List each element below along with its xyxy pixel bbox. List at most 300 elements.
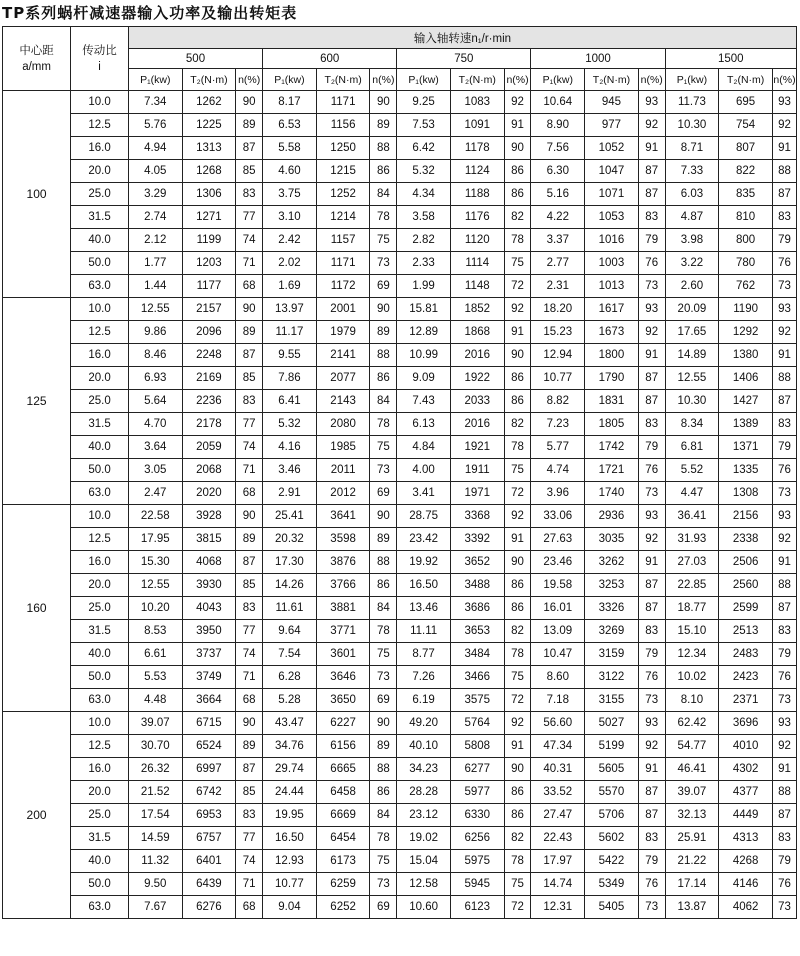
table-row bbox=[3, 712, 797, 735]
ratio-cell: 40.0 bbox=[71, 643, 129, 666]
p1-cell: 6.53 bbox=[263, 114, 317, 137]
eff-cell: 69 bbox=[370, 275, 397, 298]
eff-cell: 89 bbox=[236, 528, 263, 551]
col-n-header: n(%) bbox=[772, 69, 796, 91]
t2-cell: 1203 bbox=[182, 252, 236, 275]
p1-cell: 2.60 bbox=[665, 275, 719, 298]
p1-cell: 12.31 bbox=[531, 896, 585, 919]
p1-cell: 54.77 bbox=[665, 735, 719, 758]
t2-cell: 3598 bbox=[316, 528, 370, 551]
p1-cell: 31.93 bbox=[665, 528, 719, 551]
t2-cell: 1979 bbox=[316, 321, 370, 344]
t2-cell: 835 bbox=[719, 183, 773, 206]
p1-cell: 3.41 bbox=[397, 482, 451, 505]
t2-cell: 2001 bbox=[316, 298, 370, 321]
eff-cell: 86 bbox=[504, 183, 531, 206]
t2-cell: 1868 bbox=[450, 321, 504, 344]
p1-cell: 6.81 bbox=[665, 436, 719, 459]
ratio-cell: 50.0 bbox=[71, 459, 129, 482]
eff-cell: 90 bbox=[370, 712, 397, 735]
eff-cell: 84 bbox=[370, 183, 397, 206]
table-row bbox=[3, 781, 797, 804]
eff-cell: 90 bbox=[504, 344, 531, 367]
p1-cell: 6.93 bbox=[128, 367, 182, 390]
p1-cell: 7.18 bbox=[531, 689, 585, 712]
eff-cell: 87 bbox=[772, 183, 796, 206]
t2-cell: 3155 bbox=[585, 689, 639, 712]
p1-cell: 33.52 bbox=[531, 781, 585, 804]
eff-cell: 73 bbox=[370, 252, 397, 275]
eff-cell: 83 bbox=[772, 206, 796, 229]
t2-cell: 2059 bbox=[182, 436, 236, 459]
eff-cell: 68 bbox=[236, 689, 263, 712]
t2-cell: 6665 bbox=[316, 758, 370, 781]
p1-cell: 22.43 bbox=[531, 827, 585, 850]
p1-cell: 10.30 bbox=[665, 390, 719, 413]
table-row bbox=[3, 91, 797, 114]
t2-cell: 2513 bbox=[719, 620, 773, 643]
eff-cell: 76 bbox=[638, 666, 665, 689]
eff-cell: 69 bbox=[370, 896, 397, 919]
t2-cell: 2020 bbox=[182, 482, 236, 505]
t2-cell: 5027 bbox=[585, 712, 639, 735]
p1-cell: 14.59 bbox=[128, 827, 182, 850]
ratio-cell: 50.0 bbox=[71, 252, 129, 275]
p1-cell: 4.74 bbox=[531, 459, 585, 482]
table-row bbox=[3, 321, 797, 344]
p1-cell: 19.02 bbox=[397, 827, 451, 850]
p1-cell: 1.99 bbox=[397, 275, 451, 298]
ratio-cell: 50.0 bbox=[71, 666, 129, 689]
t2-cell: 4062 bbox=[719, 896, 773, 919]
eff-cell: 76 bbox=[638, 252, 665, 275]
t2-cell: 2599 bbox=[719, 597, 773, 620]
p1-cell: 18.77 bbox=[665, 597, 719, 620]
p1-cell: 27.03 bbox=[665, 551, 719, 574]
t2-cell: 4010 bbox=[719, 735, 773, 758]
eff-cell: 89 bbox=[236, 114, 263, 137]
p1-cell: 36.41 bbox=[665, 505, 719, 528]
p1-cell: 17.54 bbox=[128, 804, 182, 827]
table-row bbox=[3, 390, 797, 413]
ratio-cell: 31.5 bbox=[71, 206, 129, 229]
p1-cell: 8.46 bbox=[128, 344, 182, 367]
t2-cell: 762 bbox=[719, 275, 773, 298]
eff-cell: 91 bbox=[504, 114, 531, 137]
t2-cell: 3664 bbox=[182, 689, 236, 712]
eff-cell: 73 bbox=[370, 666, 397, 689]
p1-cell: 46.41 bbox=[665, 758, 719, 781]
p1-cell: 4.00 bbox=[397, 459, 451, 482]
ratio-cell: 40.0 bbox=[71, 436, 129, 459]
p1-cell: 8.53 bbox=[128, 620, 182, 643]
p1-cell: 14.26 bbox=[263, 574, 317, 597]
t2-cell: 1003 bbox=[585, 252, 639, 275]
p1-cell: 2.12 bbox=[128, 229, 182, 252]
eff-cell: 91 bbox=[504, 528, 531, 551]
t2-cell: 4268 bbox=[719, 850, 773, 873]
p1-cell: 28.28 bbox=[397, 781, 451, 804]
eff-cell: 79 bbox=[638, 436, 665, 459]
eff-cell: 82 bbox=[504, 206, 531, 229]
table-row bbox=[3, 597, 797, 620]
table-row bbox=[3, 735, 797, 758]
eff-cell: 75 bbox=[504, 666, 531, 689]
t2-cell: 6454 bbox=[316, 827, 370, 850]
p1-cell: 39.07 bbox=[128, 712, 182, 735]
t2-cell: 5199 bbox=[585, 735, 639, 758]
eff-cell: 83 bbox=[638, 620, 665, 643]
t2-cell: 6997 bbox=[182, 758, 236, 781]
eff-cell: 72 bbox=[504, 275, 531, 298]
t2-cell: 1156 bbox=[316, 114, 370, 137]
table-row bbox=[3, 367, 797, 390]
p1-cell: 8.60 bbox=[531, 666, 585, 689]
p1-cell: 23.42 bbox=[397, 528, 451, 551]
ratio-cell: 12.5 bbox=[71, 114, 129, 137]
speed-header: 750 bbox=[397, 49, 531, 69]
t2-cell: 807 bbox=[719, 137, 773, 160]
p1-cell: 27.63 bbox=[531, 528, 585, 551]
p1-cell: 7.26 bbox=[397, 666, 451, 689]
t2-cell: 810 bbox=[719, 206, 773, 229]
ratio-cell: 63.0 bbox=[71, 275, 129, 298]
eff-cell: 76 bbox=[772, 873, 796, 896]
eff-cell: 84 bbox=[370, 804, 397, 827]
p1-cell: 5.16 bbox=[531, 183, 585, 206]
col-n-header: n(%) bbox=[638, 69, 665, 91]
p1-cell: 12.34 bbox=[665, 643, 719, 666]
t2-cell: 1790 bbox=[585, 367, 639, 390]
t2-cell: 4043 bbox=[182, 597, 236, 620]
t2-cell: 3653 bbox=[450, 620, 504, 643]
t2-cell: 1047 bbox=[585, 160, 639, 183]
speed-header: 1500 bbox=[665, 49, 796, 69]
p1-cell: 8.90 bbox=[531, 114, 585, 137]
t2-cell: 2080 bbox=[316, 413, 370, 436]
p1-cell: 8.10 bbox=[665, 689, 719, 712]
p1-cell: 4.34 bbox=[397, 183, 451, 206]
p1-cell: 20.32 bbox=[263, 528, 317, 551]
table-row bbox=[3, 896, 797, 919]
t2-cell: 1831 bbox=[585, 390, 639, 413]
t2-cell: 1188 bbox=[450, 183, 504, 206]
eff-cell: 87 bbox=[638, 367, 665, 390]
ratio-cell: 50.0 bbox=[71, 873, 129, 896]
ratio-cell: 63.0 bbox=[71, 896, 129, 919]
t2-cell: 3262 bbox=[585, 551, 639, 574]
ratio-cell: 31.5 bbox=[71, 827, 129, 850]
t2-cell: 2560 bbox=[719, 574, 773, 597]
p1-cell: 2.47 bbox=[128, 482, 182, 505]
eff-cell: 87 bbox=[638, 781, 665, 804]
col-t2-header: T₂(N·m) bbox=[182, 69, 236, 91]
ratio-header bbox=[71, 27, 129, 91]
t2-cell: 2178 bbox=[182, 413, 236, 436]
t2-cell: 2141 bbox=[316, 344, 370, 367]
eff-cell: 79 bbox=[772, 229, 796, 252]
p1-cell: 15.10 bbox=[665, 620, 719, 643]
t2-cell: 3368 bbox=[450, 505, 504, 528]
table-row bbox=[3, 459, 797, 482]
p1-cell: 5.32 bbox=[263, 413, 317, 436]
p1-cell: 6.61 bbox=[128, 643, 182, 666]
p1-cell: 7.56 bbox=[531, 137, 585, 160]
eff-cell: 78 bbox=[370, 827, 397, 850]
eff-cell: 73 bbox=[772, 689, 796, 712]
eff-cell: 85 bbox=[236, 781, 263, 804]
t2-cell: 3646 bbox=[316, 666, 370, 689]
eff-cell: 76 bbox=[772, 459, 796, 482]
eff-cell: 89 bbox=[236, 321, 263, 344]
p1-cell: 16.50 bbox=[397, 574, 451, 597]
eff-cell: 83 bbox=[236, 597, 263, 620]
t2-cell: 1740 bbox=[585, 482, 639, 505]
t2-cell: 4377 bbox=[719, 781, 773, 804]
p1-cell: 9.25 bbox=[397, 91, 451, 114]
eff-cell: 69 bbox=[370, 689, 397, 712]
eff-cell: 75 bbox=[370, 643, 397, 666]
eff-cell: 86 bbox=[370, 367, 397, 390]
p1-cell: 33.06 bbox=[531, 505, 585, 528]
p1-cell: 10.60 bbox=[397, 896, 451, 919]
p1-cell: 3.10 bbox=[263, 206, 317, 229]
t2-cell: 1114 bbox=[450, 252, 504, 275]
eff-cell: 86 bbox=[504, 781, 531, 804]
eff-cell: 85 bbox=[236, 574, 263, 597]
t2-cell: 6123 bbox=[450, 896, 504, 919]
p1-cell: 17.95 bbox=[128, 528, 182, 551]
p1-cell: 11.17 bbox=[263, 321, 317, 344]
table-row bbox=[3, 505, 797, 528]
t2-cell: 1911 bbox=[450, 459, 504, 482]
t2-cell: 4068 bbox=[182, 551, 236, 574]
eff-cell: 88 bbox=[370, 758, 397, 781]
t2-cell: 1971 bbox=[450, 482, 504, 505]
ratio-cell: 10.0 bbox=[71, 298, 129, 321]
eff-cell: 78 bbox=[504, 436, 531, 459]
t2-cell: 5602 bbox=[585, 827, 639, 850]
p1-cell: 8.82 bbox=[531, 390, 585, 413]
p1-cell: 9.64 bbox=[263, 620, 317, 643]
eff-cell: 68 bbox=[236, 896, 263, 919]
eff-cell: 77 bbox=[236, 620, 263, 643]
p1-cell: 19.95 bbox=[263, 804, 317, 827]
eff-cell: 86 bbox=[504, 597, 531, 620]
eff-cell: 86 bbox=[504, 367, 531, 390]
eff-cell: 73 bbox=[772, 482, 796, 505]
ratio-cell: 16.0 bbox=[71, 551, 129, 574]
t2-cell: 1214 bbox=[316, 206, 370, 229]
table-row bbox=[3, 574, 797, 597]
t2-cell: 1406 bbox=[719, 367, 773, 390]
p1-cell: 4.60 bbox=[263, 160, 317, 183]
eff-cell: 93 bbox=[772, 712, 796, 735]
ratio-cell: 12.5 bbox=[71, 735, 129, 758]
p1-cell: 62.42 bbox=[665, 712, 719, 735]
t2-cell: 6173 bbox=[316, 850, 370, 873]
p1-cell: 12.89 bbox=[397, 321, 451, 344]
eff-cell: 78 bbox=[370, 620, 397, 643]
t2-cell: 1313 bbox=[182, 137, 236, 160]
eff-cell: 86 bbox=[370, 781, 397, 804]
eff-cell: 73 bbox=[772, 275, 796, 298]
t2-cell: 2157 bbox=[182, 298, 236, 321]
t2-cell: 6277 bbox=[450, 758, 504, 781]
t2-cell: 3771 bbox=[316, 620, 370, 643]
eff-cell: 88 bbox=[772, 781, 796, 804]
t2-cell: 945 bbox=[585, 91, 639, 114]
p1-cell: 8.71 bbox=[665, 137, 719, 160]
t2-cell: 1335 bbox=[719, 459, 773, 482]
t2-cell: 6259 bbox=[316, 873, 370, 896]
ratio-cell: 10.0 bbox=[71, 91, 129, 114]
table-row bbox=[3, 827, 797, 850]
p1-cell: 4.94 bbox=[128, 137, 182, 160]
p1-cell: 9.04 bbox=[263, 896, 317, 919]
eff-cell: 90 bbox=[370, 298, 397, 321]
t2-cell: 1800 bbox=[585, 344, 639, 367]
table-row bbox=[3, 551, 797, 574]
speed-header: 500 bbox=[128, 49, 262, 69]
p1-cell: 3.05 bbox=[128, 459, 182, 482]
t2-cell: 6524 bbox=[182, 735, 236, 758]
eff-cell: 93 bbox=[638, 712, 665, 735]
t2-cell: 1921 bbox=[450, 436, 504, 459]
eff-cell: 90 bbox=[236, 505, 263, 528]
t2-cell: 1176 bbox=[450, 206, 504, 229]
eff-cell: 71 bbox=[236, 873, 263, 896]
center-distance-cell: 200 bbox=[3, 712, 71, 919]
p1-cell: 3.46 bbox=[263, 459, 317, 482]
p1-cell: 5.32 bbox=[397, 160, 451, 183]
eff-cell: 72 bbox=[504, 482, 531, 505]
p1-cell: 7.33 bbox=[665, 160, 719, 183]
t2-cell: 5945 bbox=[450, 873, 504, 896]
t2-cell: 2033 bbox=[450, 390, 504, 413]
eff-cell: 86 bbox=[504, 160, 531, 183]
eff-cell: 88 bbox=[772, 160, 796, 183]
t2-cell: 3737 bbox=[182, 643, 236, 666]
t2-cell: 1308 bbox=[719, 482, 773, 505]
table-row bbox=[3, 482, 797, 505]
p1-cell: 8.17 bbox=[263, 91, 317, 114]
t2-cell: 1215 bbox=[316, 160, 370, 183]
t2-cell: 4449 bbox=[719, 804, 773, 827]
p1-cell: 56.60 bbox=[531, 712, 585, 735]
col-n-header: n(%) bbox=[504, 69, 531, 91]
eff-cell: 75 bbox=[504, 252, 531, 275]
eff-cell: 73 bbox=[638, 896, 665, 919]
p1-cell: 7.43 bbox=[397, 390, 451, 413]
eff-cell: 90 bbox=[504, 758, 531, 781]
t2-cell: 1172 bbox=[316, 275, 370, 298]
t2-cell: 3269 bbox=[585, 620, 639, 643]
eff-cell: 91 bbox=[772, 137, 796, 160]
eff-cell: 71 bbox=[236, 666, 263, 689]
eff-cell: 87 bbox=[638, 597, 665, 620]
eff-cell: 93 bbox=[772, 298, 796, 321]
ratio-symbol: i bbox=[98, 60, 101, 73]
p1-cell: 15.23 bbox=[531, 321, 585, 344]
eff-cell: 77 bbox=[236, 413, 263, 436]
t2-cell: 3641 bbox=[316, 505, 370, 528]
t2-cell: 1190 bbox=[719, 298, 773, 321]
eff-cell: 73 bbox=[370, 873, 397, 896]
p1-cell: 2.77 bbox=[531, 252, 585, 275]
t2-cell: 6227 bbox=[316, 712, 370, 735]
eff-cell: 71 bbox=[236, 252, 263, 275]
t2-cell: 2096 bbox=[182, 321, 236, 344]
t2-cell: 3601 bbox=[316, 643, 370, 666]
p1-cell: 10.99 bbox=[397, 344, 451, 367]
t2-cell: 5605 bbox=[585, 758, 639, 781]
t2-cell: 3326 bbox=[585, 597, 639, 620]
p1-cell: 34.23 bbox=[397, 758, 451, 781]
col-n-header: n(%) bbox=[236, 69, 263, 91]
col-p1-header: P₁(kw) bbox=[263, 69, 317, 91]
eff-cell: 86 bbox=[370, 574, 397, 597]
ratio-cell: 10.0 bbox=[71, 712, 129, 735]
t2-cell: 2371 bbox=[719, 689, 773, 712]
speed-header: 600 bbox=[263, 49, 397, 69]
eff-cell: 78 bbox=[370, 413, 397, 436]
p1-cell: 3.64 bbox=[128, 436, 182, 459]
t2-cell: 5808 bbox=[450, 735, 504, 758]
p1-cell: 17.14 bbox=[665, 873, 719, 896]
p1-cell: 7.86 bbox=[263, 367, 317, 390]
p1-cell: 13.97 bbox=[263, 298, 317, 321]
p1-cell: 4.84 bbox=[397, 436, 451, 459]
eff-cell: 92 bbox=[772, 735, 796, 758]
table-row bbox=[3, 666, 797, 689]
eff-cell: 89 bbox=[370, 735, 397, 758]
eff-cell: 74 bbox=[236, 229, 263, 252]
t2-cell: 3749 bbox=[182, 666, 236, 689]
p1-cell: 12.93 bbox=[263, 850, 317, 873]
eff-cell: 73 bbox=[638, 275, 665, 298]
t2-cell: 1148 bbox=[450, 275, 504, 298]
t2-cell: 1157 bbox=[316, 229, 370, 252]
t2-cell: 2068 bbox=[182, 459, 236, 482]
ratio-cell: 16.0 bbox=[71, 758, 129, 781]
t2-cell: 5975 bbox=[450, 850, 504, 873]
eff-cell: 92 bbox=[638, 321, 665, 344]
p1-cell: 34.76 bbox=[263, 735, 317, 758]
p1-cell: 11.11 bbox=[397, 620, 451, 643]
eff-cell: 90 bbox=[236, 712, 263, 735]
t2-cell: 1083 bbox=[450, 91, 504, 114]
eff-cell: 92 bbox=[504, 712, 531, 735]
eff-cell: 75 bbox=[370, 436, 397, 459]
t2-cell: 5349 bbox=[585, 873, 639, 896]
eff-cell: 91 bbox=[772, 551, 796, 574]
p1-cell: 12.55 bbox=[128, 574, 182, 597]
eff-cell: 91 bbox=[772, 758, 796, 781]
table-row bbox=[3, 114, 797, 137]
center-distance-cell: 100 bbox=[3, 91, 71, 298]
p1-cell: 10.64 bbox=[531, 91, 585, 114]
eff-cell: 88 bbox=[370, 344, 397, 367]
center-distance-cell: 125 bbox=[3, 298, 71, 505]
eff-cell: 77 bbox=[236, 827, 263, 850]
eff-cell: 87 bbox=[236, 137, 263, 160]
p1-cell: 14.74 bbox=[531, 873, 585, 896]
eff-cell: 87 bbox=[638, 574, 665, 597]
eff-cell: 92 bbox=[638, 735, 665, 758]
eff-cell: 74 bbox=[236, 643, 263, 666]
t2-cell: 3930 bbox=[182, 574, 236, 597]
